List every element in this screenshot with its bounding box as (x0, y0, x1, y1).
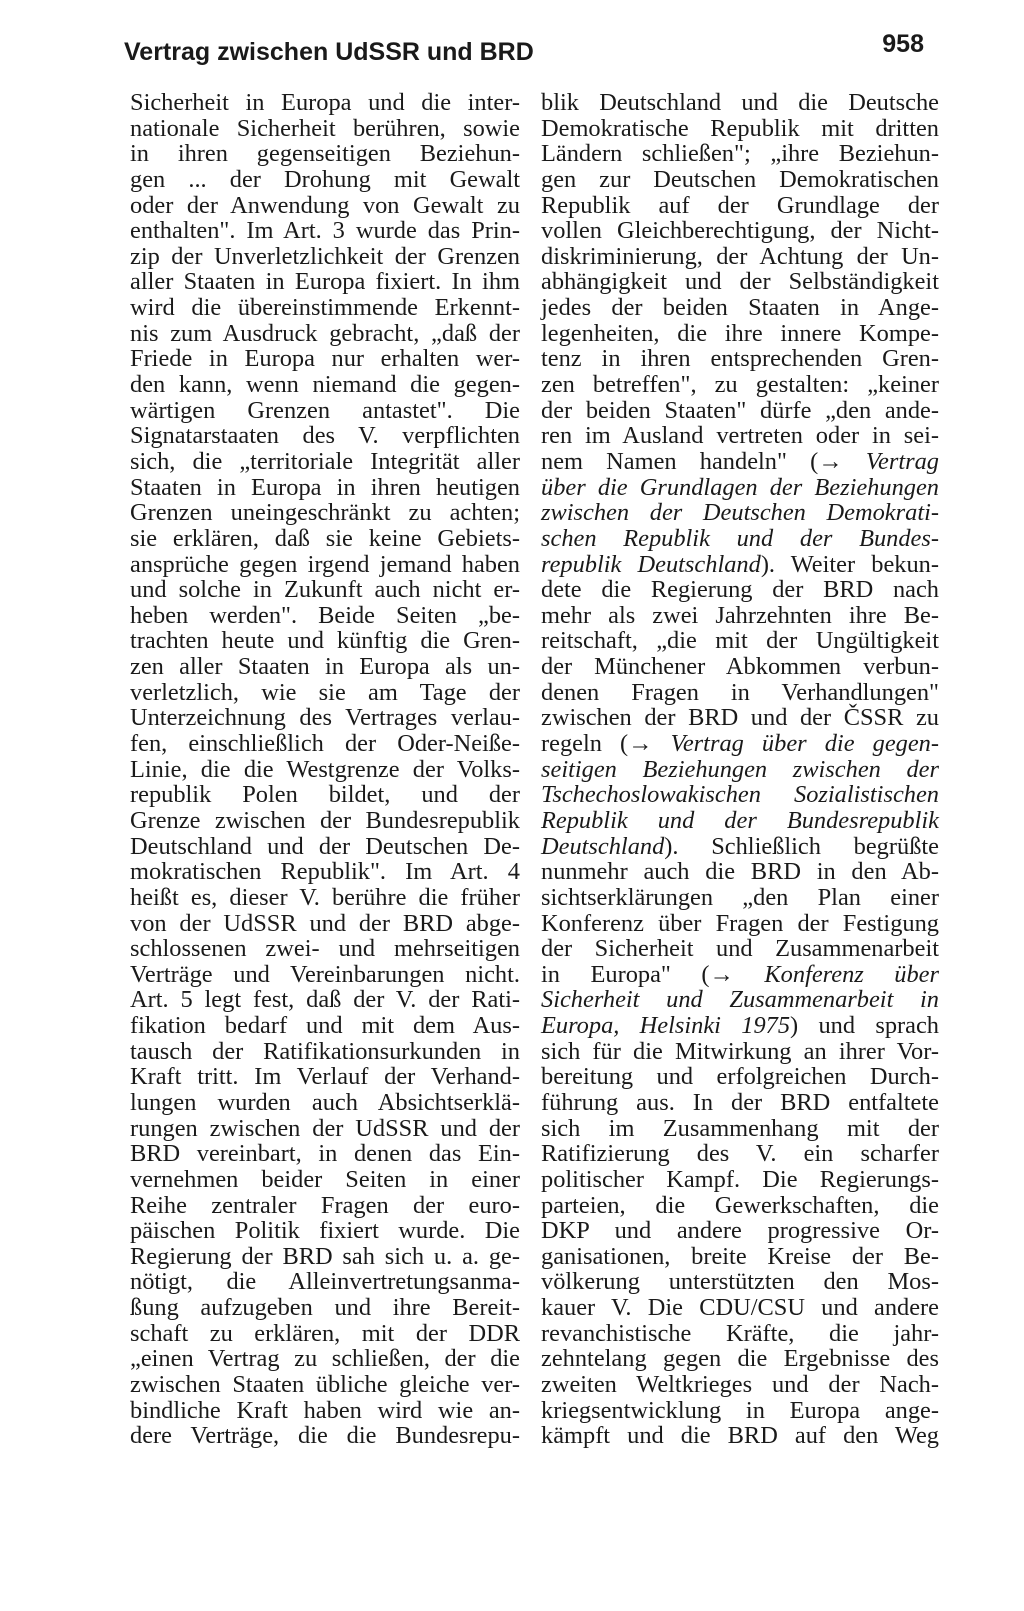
text-line: republik Polen bildet, und der (130, 781, 520, 809)
text-line: denen Fragen in Verhandlungen" (541, 678, 939, 706)
text-line: der Münchener Abkommen verbun- (541, 653, 939, 681)
text-line: und solche in Zukunft auch nicht er- (130, 576, 520, 604)
cross-reference-link[interactable]: Europa, Helsinki 1975 (541, 1012, 791, 1040)
text-line: gen ... der Drohung mit Gewalt (130, 165, 520, 193)
text-line: Grenzen uneingeschränkt zu achten; (130, 499, 520, 527)
text-line: Ländern schließen"; „ihre Beziehun- (541, 140, 939, 168)
text-line: Konferenz über Fragen der Festigung (541, 909, 939, 937)
text-line: fikation bedarf und mit dem Aus- (130, 1012, 520, 1040)
text-line: oder der Anwendung von Gewalt zu (130, 191, 520, 219)
text-line (541, 731, 939, 757)
text-line: Regierung der BRD sah sich u. a. ge- (130, 1242, 520, 1270)
text-line: dete die Regierung der BRD nach (541, 576, 939, 604)
text-line: ganisationen, breite Kreise der Be- (541, 1242, 939, 1270)
text-line: Verträge und Vereinbarungen nicht. (130, 960, 520, 988)
text-line: zip der Unverletzlichkeit der Grenzen (130, 242, 520, 270)
text-line: sichtserklärungen „den Plan einer (541, 883, 939, 911)
text-line: sich für die Mitwirkung an ihrer Vor- (541, 1037, 939, 1065)
text-run: nem Namen handeln" ( (541, 447, 819, 475)
text-line: parteien, die Gewerkschaften, die (541, 1191, 939, 1219)
text-line (541, 834, 939, 860)
text-line: wird die übereinstimmende Erkennt- (130, 294, 520, 322)
text-line: blik Deutschland und die Deutsche (541, 89, 939, 116)
cross-reference-link[interactable]: zwischen der Deutschen Demokrati- (541, 499, 939, 527)
running-header (124, 30, 924, 74)
text-line: Reihe zentraler Fragen der euro- (130, 1191, 520, 1219)
text-line (541, 500, 939, 526)
text-line: Signatarstaaten des V. verpflichten (130, 422, 520, 450)
text-line: legenheiten, die ihre innere Kompe- (541, 319, 939, 347)
text-line: Unterzeichnung des Vertrages verlau- (130, 704, 520, 732)
text-line: völkerung unterstützten den Mos- (541, 1268, 939, 1296)
cross-reference-link[interactable]: → Vertrag über die gegen- (628, 730, 939, 758)
text-line: BRD vereinbart, in denen das Ein- (130, 1140, 520, 1168)
text-line: gen zur Deutschen Demokratischen (541, 165, 939, 193)
text-line: mehr als zwei Jahrzehnten ihre Be- (541, 601, 939, 629)
cross-reference-link[interactable]: schen Republik und der Bundes- (541, 524, 939, 552)
text-line: abhängigkeit und der Selbständigkeit (541, 268, 939, 296)
text-line: sie erklären, daß sie keine Gebiets- (130, 524, 520, 552)
text-line (541, 962, 939, 988)
text-line (541, 808, 939, 834)
text-line: Grenze zwischen der Bundesrepublik (130, 806, 520, 834)
text-line: jedes der beiden Staaten in Ange- (541, 294, 939, 322)
text-line: heißt es, dieser V. berühre die früher (130, 883, 520, 911)
text-line (541, 987, 939, 1013)
text-line: aller Staaten in Europa fixiert. In ihm (130, 268, 520, 296)
text-line: nis zum Ausdruck gebracht, „daß der (130, 319, 520, 347)
text-line: Art. 5 legt fest, daß der V. der Rati- (130, 986, 520, 1014)
text-line: bereitung und erfolgreichen Durch- (541, 1063, 939, 1091)
text-line: päischen Politik fixiert wurde. Die (130, 1217, 520, 1245)
text-line: den kann, wenn niemand die gegen- (130, 371, 520, 399)
text-line: ansprüche gegen irgend jemand haben (130, 550, 520, 578)
text-line: Friede in Europa nur erhalten wer- (130, 345, 520, 373)
cross-reference-link[interactable]: → Konferenz über (709, 960, 939, 988)
text-line (541, 757, 939, 783)
text-line: mokratischen Republik". Im Art. 4 (130, 858, 520, 886)
text-line: vollen Gleichberechtigung, der Nicht- (541, 217, 939, 245)
text-line: trachten heute und künftig die Gren- (130, 627, 520, 655)
text-line: heben werden". Beide Seiten „be- (130, 601, 520, 629)
text-line: Staaten in Europa in ihren heutigen (130, 473, 520, 501)
text-line: tausch der Ratifikationsurkunden in (130, 1037, 520, 1065)
text-line (541, 526, 939, 552)
text-column-right (541, 90, 939, 1449)
text-run: in Europa" ( (541, 960, 710, 988)
text-line: Linie, die die Westgrenze der Volks- (130, 755, 520, 783)
cross-reference-link[interactable]: Tschechoslowakischen Sozialistischen (541, 781, 939, 809)
text-line: führung aus. In der BRD entfaltete (541, 1088, 939, 1116)
text-line: DKP und andere progressive Or- (541, 1217, 939, 1245)
text-line (541, 552, 939, 578)
text-line: Kraft tritt. Im Verlauf der Verhand- (130, 1063, 520, 1091)
text-line: zen aller Staaten in Europa als un- (130, 653, 520, 681)
text-line: zwischen Staaten übliche gleiche ver- (130, 1371, 520, 1399)
text-line: Deutschland und der Deutschen De- (130, 832, 520, 860)
text-run: ) und sprach (790, 1012, 939, 1040)
cross-reference-link[interactable]: Sicherheit und Zusammenarbeit in (541, 986, 939, 1014)
cross-reference-link[interactable]: Republik und der Bundesrepublik (541, 806, 939, 834)
text-line: dere Verträge, die die Bundesrepu- (130, 1422, 520, 1450)
text-line: bindliche Kraft haben wird wie an- (130, 1396, 520, 1424)
text-line: enthalten". Im Art. 3 wurde das Prin- (130, 217, 520, 245)
text-line: schlossenen zwei- und mehrseitigen (130, 935, 520, 963)
text-line: kämpft und die BRD auf den Weg (541, 1422, 939, 1450)
text-line: rungen zwischen der UdSSR und der (130, 1114, 520, 1142)
text-line: ßung aufzugeben und ihre Bereit- (130, 1294, 520, 1322)
text-line (541, 782, 939, 808)
cross-reference-link[interactable]: über die Grundlagen der Beziehungen (541, 473, 939, 501)
text-line: verletzlich, wie sie am Tage der (130, 678, 520, 706)
text-line: tenz in ihren entsprechenden Gren- (541, 345, 939, 373)
cross-reference-link[interactable]: → Vertrag (818, 447, 939, 475)
text-line: ren im Ausland vertreten oder in sei- (541, 422, 939, 450)
text-run: ). Schließlich begrüßte (664, 832, 939, 860)
text-line: der beiden Staaten" dürfe „den ande- (541, 396, 939, 424)
text-line: „einen Vertrag zu schließen, der die (130, 1345, 520, 1373)
text-run: regeln ( (541, 730, 629, 758)
text-line (541, 449, 939, 475)
text-line: reitschaft, „die mit der Ungültigkeit (541, 627, 939, 655)
text-line: Sicherheit in Europa und die inter- (130, 89, 520, 116)
text-line: wärtigen Grenzen antastet". Die (130, 396, 520, 424)
text-line: zehntelang gegen die Ergebnisse des (541, 1345, 939, 1373)
page-number: 958 (882, 30, 924, 58)
cross-reference-link[interactable]: republik Deutschland (541, 550, 761, 578)
text-line: in ihren gegenseitigen Beziehun- (130, 140, 520, 168)
text-line: diskriminierung, der Achtung der Un- (541, 242, 939, 270)
text-run: ). Weiter bekun- (760, 550, 939, 578)
text-line: sich, die „territoriale Integrität aller (130, 447, 520, 475)
text-line: politischer Kampf. Die Regierungs- (541, 1165, 939, 1193)
text-line: vernehmen beider Seiten in einer (130, 1165, 520, 1193)
text-line: lungen wurden auch Absichtserklä- (130, 1088, 520, 1116)
text-line: nationale Sicherheit berühren, sowie (130, 114, 520, 142)
text-line: revanchistische Kräfte, die jahr- (541, 1319, 939, 1347)
text-line: zweiten Weltkrieges und der Nach- (541, 1371, 939, 1399)
text-line: Ratifizierung des V. ein scharfer (541, 1140, 939, 1168)
text-line (541, 475, 939, 501)
text-column-left (130, 90, 520, 1449)
text-line: schaft zu erklären, mit der DDR (130, 1319, 520, 1347)
text-line: der Sicherheit und Zusammenarbeit (541, 935, 939, 963)
text-line: fen, einschließlich der Oder-Neiße- (130, 730, 520, 758)
cross-reference-link[interactable]: Deutschland (541, 832, 665, 860)
text-line (541, 1013, 939, 1039)
text-line: nötigt, die Alleinvertretungsanma- (130, 1268, 520, 1296)
text-line: sich im Zusammenhang mit der (541, 1114, 939, 1142)
text-line: zwischen der BRD und der ČSSR zu (541, 704, 939, 732)
text-line: nunmehr auch die BRD in den Ab- (541, 858, 939, 886)
text-line: Demokratische Republik mit dritten (541, 114, 939, 142)
cross-reference-link[interactable]: seitigen Beziehungen zwischen der (541, 755, 939, 783)
text-line: Republik auf der Grundlage der (541, 191, 939, 219)
text-line: zen betreffen", zu gestalten: „keiner (541, 371, 939, 399)
text-line: kauer V. Die CDU/CSU und andere (541, 1294, 939, 1322)
running-head-title: Vertrag zwischen UdSSR und BRD (124, 38, 534, 66)
text-line: von der UdSSR und der BRD abge- (130, 909, 520, 937)
text-line: kriegsentwicklung in Europa ange- (541, 1396, 939, 1424)
